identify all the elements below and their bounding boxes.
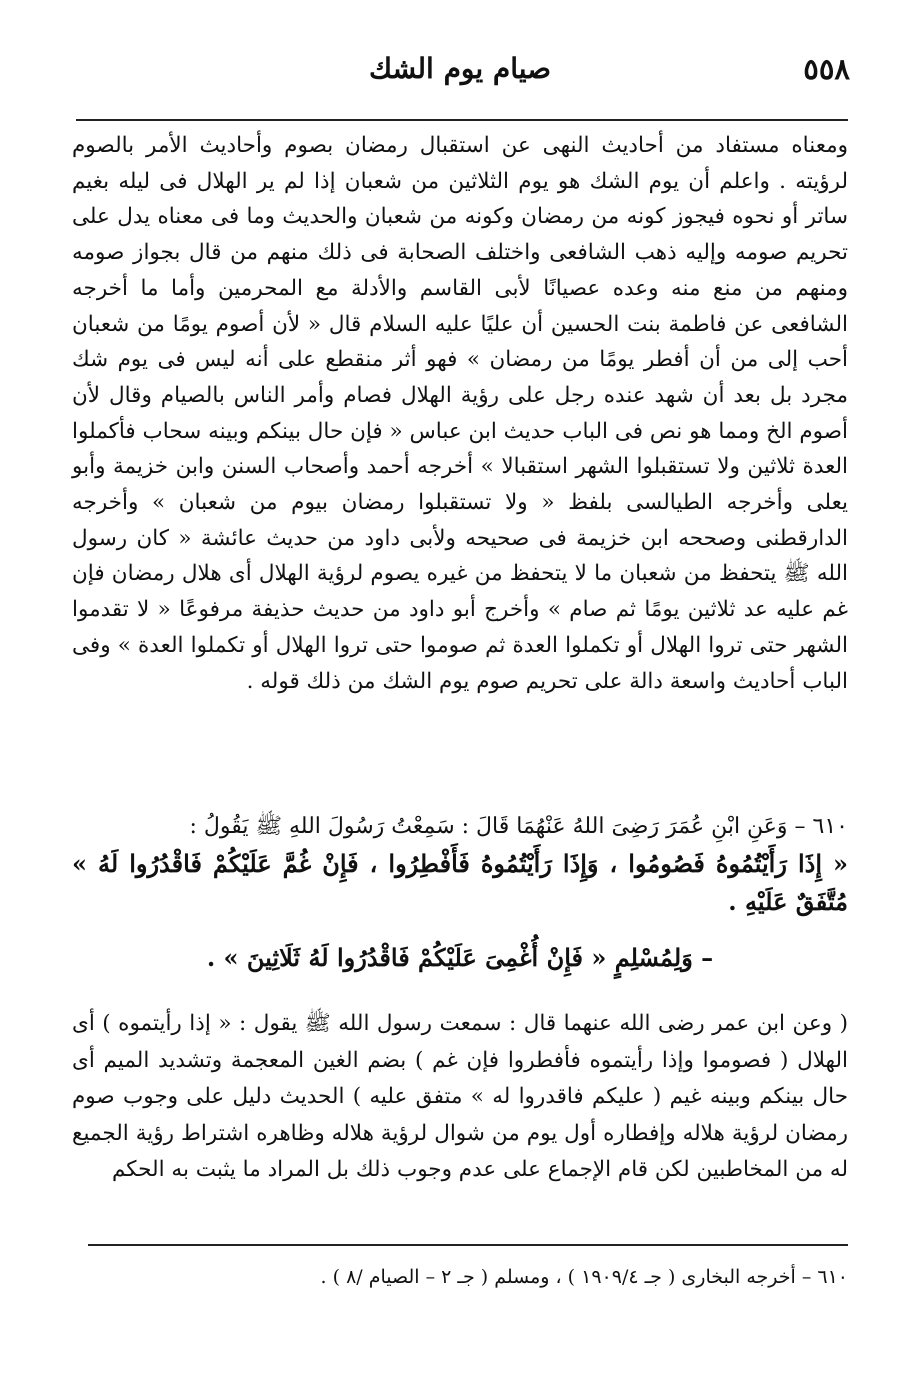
hadith-block	[72, 808, 848, 921]
footnote-divider	[88, 1244, 848, 1246]
hadith-number: ٦١٠	[812, 814, 848, 839]
page-header	[70, 52, 850, 102]
page-number: ٥٥٨	[803, 52, 850, 86]
running-title: صيام يوم الشك	[368, 52, 552, 85]
hadith-quote: « إِذَا رَأَيْتُمُوهُ فَصُومُوا ، وَإِذَا رَأَيْتُمُوهُ فَأَفْطِرُوا ، فَإِنْ غُمَّ عَلَيْكُمْ فَاقْدُرُوا لَهُ » مُتَّفَقٌ عَلَيْهِ .	[72, 849, 848, 916]
hadith-intro: – وَعَنِ ابْنِ عُمَرَ رَضِىَ اللهُ عَنْهُمَا قَالَ : سَمِعْتُ رَسُولَ اللهِ ﷺ يَقُولُ :	[189, 814, 806, 839]
footnote: ٦١٠ – أخرجه البخارى ( جـ ١٩٠٩/٤ ) ، ومسلم ( جـ ٢ – الصيام /٨ ) .	[320, 1266, 848, 1288]
body-paragraph: ومعناه مستفاد من أحاديث النهى عن استقبال رمضان بصوم وأحاديث الأمر بالصوم لرؤيته . واعلم أن يوم الشك هو يوم الثلاثين من شعبان إذا لم ير الهلال فى ليله بغيم ساتر أو نحوه فيجوز كونه من رمضان وكونه من شعبان والحديث وما فى معناه يدل على تحريم صومه وإليه ذهب الشافعى واختلف الصحابة فى ذلك منهم من قال بجواز صومه ومنهم من منع منه وعده عصيانًا لأبى القاسم والأدلة مع المحرمين وأما ما أخرجه الشافعى عن فاطمة بنت الحسين أن عليًا عليه السلام قال « لأن أصوم يومًا من شعبان أحب إلى من أن أفطر يومًا من رمضان » فهو أثر منقطع على أنه ليس فى يوم شك مجرد بل بعد أن شهد عنده رجل على رؤية الهلال فصام وأمر الناس بالصيام وقال لأن أصوم الخ ومما هو نص فى الباب حديث ابن عباس « فإن حال بينكم وبينه سحاب فأكملوا العدة ثلاثين ولا تستقبلوا الشهر استقبالا » أخرجه أحمد وأصحاب السنن وابن خزيمة وأبو يعلى وأخرجه الطيالسى بلفظ « ولا تستقبلوا رمضان بيوم من شعبان » وأخرجه الدارقطنى وصححه ابن خزيمة فى صحيحه ولأبى داود من حديث عائشة « كان رسول الله ﷺ يتحفظ من شعبان ما لا يتحفظ من غيره يصوم لرؤية الهلال أى هلال رمضان فإن غم عليه عد ثلاثين يومًا ثم صام » وأخرج أبو داود من حديث حذيفة مرفوعًا « لا تقدموا الشهر حتى تروا الهلال أو تكملوا العدة ثم صوموا حتى تروا الهلال أو تكملوا العدة » وفى الباب أحاديث واسعة دالة على تحريم صوم يوم الشك من ذلك قوله .	[72, 133, 848, 694]
commentary-paragraph: ( وعن ابن عمر رضى الله عنهما قال : سمعت رسول الله ﷺ يقول : « إذا رأيتموه ) أى الهلال ( فصوموا وإذا رأيتموه فأفطروا فإن غم ) بضم الغين المعجمة وتشديد الميم أى حال بينكم وبينه غيم ( عليكم فاقدروا له » متفق عليه ) الحديث دليل على وجوب صوم رمضان لرؤية هلاله وإفطاره أول يوم من شوال لرؤية هلاله وظاهره اشتراط رؤية الجميع له من المخاطبين لكن قام الإجماع على عدم وجوب ذلك بل المراد ما يثبت به الحكم	[72, 1011, 848, 1182]
hadith-variant: – وَلِمُسْلِمٍ « فَإِنْ أُغْمِىَ عَلَيْكُمْ فَاقْدُرُوا لَهُ ثَلَاثِينَ » .	[206, 943, 714, 972]
header-divider	[76, 119, 848, 121]
